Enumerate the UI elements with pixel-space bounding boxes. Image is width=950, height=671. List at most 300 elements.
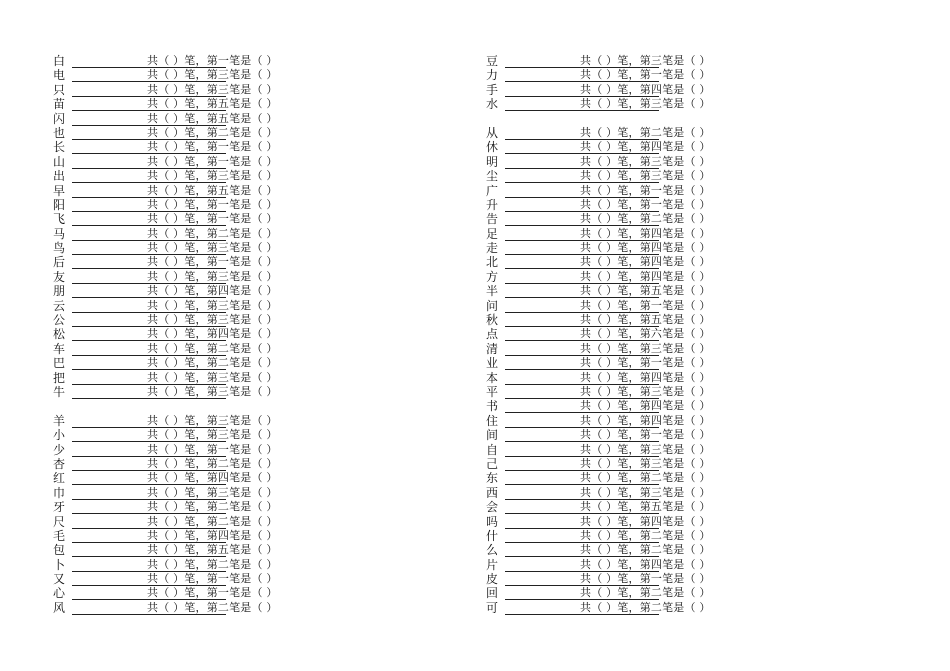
character: 手 — [486, 82, 499, 97]
stroke-question-text — [580, 471, 711, 485]
stroke-is-text: 笔是（ ） — [229, 313, 278, 327]
di-text: 第 — [206, 212, 218, 226]
stroke-ordinal: 二 — [650, 125, 663, 139]
stroke-ordinal: 二 — [217, 341, 230, 355]
total-strokes-text: 共（ ）笔， — [580, 370, 640, 384]
character: 问 — [486, 298, 499, 313]
di-text: 第 — [206, 384, 218, 398]
stroke-is-text: 笔是（ ） — [662, 212, 711, 226]
stroke-question-text — [147, 371, 278, 385]
stroke-question-row — [53, 83, 353, 97]
total-strokes-text: 共（ ）笔， — [147, 140, 207, 154]
stroke-question-text — [147, 212, 278, 226]
stroke-question-row — [53, 543, 353, 557]
stroke-ordinal: 二 — [650, 600, 663, 614]
total-strokes-text: 共（ ）笔， — [147, 500, 207, 514]
stroke-question-text — [580, 443, 711, 457]
stroke-question-text — [580, 284, 711, 298]
stroke-ordinal: 四 — [650, 269, 663, 283]
stroke-question-row — [486, 457, 786, 471]
stroke-question-text — [580, 385, 711, 399]
character: 云 — [53, 298, 66, 313]
di-text: 第 — [206, 298, 218, 312]
stroke-question-row — [486, 54, 786, 68]
stroke-question-row — [486, 255, 786, 269]
di-text: 第 — [639, 97, 651, 111]
total-strokes-text: 共（ ）笔， — [147, 600, 207, 614]
di-text: 第 — [206, 140, 218, 154]
di-text: 第 — [639, 428, 651, 442]
stroke-question-row — [486, 515, 786, 529]
character: 北 — [486, 255, 499, 270]
stroke-is-text: 笔是（ ） — [229, 255, 278, 269]
stroke-is-text: 笔是（ ） — [229, 241, 278, 255]
stroke-question-text — [580, 313, 711, 327]
di-text: 第 — [639, 327, 651, 341]
stroke-is-text: 笔是（ ） — [229, 356, 278, 370]
total-strokes-text: 共（ ）笔， — [147, 543, 207, 557]
stroke-is-text: 笔是（ ） — [662, 125, 711, 139]
stroke-is-text: 笔是（ ） — [229, 557, 278, 571]
character: 秋 — [486, 313, 499, 328]
stroke-ordinal: 一 — [650, 298, 663, 312]
stroke-is-text: 笔是（ ） — [229, 327, 278, 341]
di-text: 第 — [206, 68, 218, 82]
di-text: 第 — [206, 356, 218, 370]
character: 牛 — [53, 384, 66, 399]
di-text: 第 — [206, 428, 218, 442]
di-text: 第 — [206, 255, 218, 269]
total-strokes-text: 共（ ）笔， — [147, 111, 207, 125]
stroke-question-text — [580, 457, 711, 471]
total-strokes-text: 共（ ）笔， — [147, 255, 207, 269]
character: 间 — [486, 428, 499, 443]
stroke-is-text: 笔是（ ） — [229, 298, 278, 312]
di-text: 第 — [639, 54, 651, 67]
di-text: 第 — [639, 241, 651, 255]
total-strokes-text: 共（ ）笔， — [147, 241, 207, 255]
stroke-ordinal: 三 — [217, 68, 230, 82]
stroke-question-row — [486, 471, 786, 485]
stroke-ordinal: 四 — [650, 82, 663, 96]
character: 后 — [53, 255, 66, 270]
total-strokes-text: 共（ ）笔， — [580, 327, 640, 341]
stroke-question-text — [147, 457, 278, 471]
total-strokes-text: 共（ ）笔， — [580, 241, 640, 255]
stroke-ordinal: 一 — [650, 68, 663, 82]
stroke-ordinal: 三 — [217, 413, 230, 427]
stroke-question-row — [486, 270, 786, 284]
stroke-ordinal: 三 — [217, 428, 230, 442]
character: 自 — [486, 442, 499, 457]
stroke-question-text — [580, 255, 711, 269]
stroke-question-row — [53, 414, 353, 428]
stroke-ordinal: 一 — [217, 255, 230, 269]
stroke-ordinal: 二 — [650, 471, 663, 485]
character: 白 — [53, 54, 66, 68]
total-strokes-text: 共（ ）笔， — [580, 384, 640, 398]
stroke-question-text — [147, 356, 278, 370]
total-strokes-text: 共（ ）笔， — [147, 471, 207, 485]
di-text: 第 — [639, 212, 651, 226]
stroke-ordinal: 五 — [650, 313, 663, 327]
stroke-is-text: 笔是（ ） — [229, 413, 278, 427]
stroke-question-text — [580, 270, 711, 284]
character: 住 — [486, 413, 499, 428]
total-strokes-text: 共（ ）笔， — [147, 356, 207, 370]
stroke-question-row — [486, 356, 786, 370]
stroke-is-text: 笔是（ ） — [662, 183, 711, 197]
stroke-question-row — [53, 241, 353, 255]
character: 朋 — [53, 284, 66, 299]
total-strokes-text: 共（ ）笔， — [580, 255, 640, 269]
stroke-question-row — [486, 241, 786, 255]
stroke-ordinal: 一 — [217, 197, 230, 211]
stroke-ordinal: 一 — [217, 586, 230, 600]
total-strokes-text: 共（ ）笔， — [147, 125, 207, 139]
total-strokes-text: 共（ ）笔， — [580, 500, 640, 514]
character: 闪 — [53, 111, 66, 126]
di-text: 第 — [639, 313, 651, 327]
di-text: 第 — [639, 514, 651, 528]
stroke-question-text — [147, 500, 278, 514]
character: 休 — [486, 140, 499, 155]
di-text: 第 — [206, 284, 218, 298]
di-text: 第 — [206, 514, 218, 528]
stroke-question-text — [580, 529, 711, 543]
stroke-is-text: 笔是（ ） — [662, 370, 711, 384]
total-strokes-text: 共（ ）笔， — [147, 557, 207, 571]
stroke-is-text: 笔是（ ） — [662, 226, 711, 240]
di-text: 第 — [206, 183, 218, 197]
stroke-question-text — [580, 601, 711, 615]
stroke-question-row — [486, 184, 786, 198]
total-strokes-text: 共（ ）笔， — [147, 586, 207, 600]
character: 也 — [53, 125, 66, 140]
stroke-question-row — [53, 327, 353, 341]
stroke-ordinal: 五 — [217, 183, 230, 197]
total-strokes-text: 共（ ）笔， — [580, 399, 640, 413]
stroke-question-text — [580, 428, 711, 442]
stroke-question-text — [580, 212, 711, 226]
stroke-is-text: 笔是（ ） — [662, 255, 711, 269]
di-text: 第 — [206, 111, 218, 125]
total-strokes-text: 共（ ）笔， — [147, 82, 207, 96]
stroke-question-row — [53, 126, 353, 140]
di-text: 第 — [206, 154, 218, 168]
stroke-question-text — [147, 255, 278, 269]
stroke-ordinal: 三 — [650, 341, 663, 355]
di-text: 第 — [639, 456, 651, 470]
stroke-ordinal: 三 — [217, 370, 230, 384]
stroke-question-row — [486, 68, 786, 82]
stroke-ordinal: 四 — [650, 370, 663, 384]
di-text: 第 — [206, 226, 218, 240]
stroke-question-row — [486, 558, 786, 572]
total-strokes-text: 共（ ）笔， — [580, 485, 640, 499]
total-strokes-text: 共（ ）笔， — [147, 54, 207, 67]
character: 友 — [53, 269, 66, 284]
stroke-ordinal: 五 — [217, 111, 230, 125]
stroke-question-text — [580, 342, 711, 356]
total-strokes-text: 共（ ）笔， — [147, 428, 207, 442]
total-strokes-text: 共（ ）笔， — [147, 514, 207, 528]
stroke-question-text — [147, 572, 278, 586]
character: 方 — [486, 269, 499, 284]
stroke-is-text: 笔是（ ） — [662, 169, 711, 183]
character: 车 — [53, 341, 66, 356]
stroke-question-row — [486, 543, 786, 557]
stroke-question-row — [53, 112, 353, 126]
stroke-is-text: 笔是（ ） — [662, 284, 711, 298]
di-text: 第 — [639, 413, 651, 427]
character: 尺 — [53, 514, 66, 529]
total-strokes-text: 共（ ）笔， — [580, 600, 640, 614]
di-text: 第 — [206, 370, 218, 384]
di-text: 第 — [639, 284, 651, 298]
stroke-is-text: 笔是（ ） — [229, 226, 278, 240]
character: 本 — [486, 370, 499, 385]
stroke-is-text: 笔是（ ） — [229, 543, 278, 557]
di-text: 第 — [206, 327, 218, 341]
stroke-ordinal: 三 — [217, 82, 230, 96]
stroke-is-text: 笔是（ ） — [662, 241, 711, 255]
stroke-question-row — [486, 83, 786, 97]
stroke-is-text: 笔是（ ） — [229, 97, 278, 111]
stroke-ordinal: 二 — [217, 600, 230, 614]
stroke-ordinal: 三 — [650, 54, 663, 67]
stroke-ordinal: 四 — [650, 557, 663, 571]
total-strokes-text: 共（ ）笔， — [580, 140, 640, 154]
stroke-ordinal: 三 — [650, 485, 663, 499]
character: 业 — [486, 356, 499, 371]
di-text: 第 — [639, 197, 651, 211]
stroke-ordinal: 四 — [650, 226, 663, 240]
stroke-is-text: 笔是（ ） — [662, 557, 711, 571]
di-text: 第 — [639, 183, 651, 197]
stroke-ordinal: 二 — [650, 586, 663, 600]
stroke-ordinal: 一 — [650, 572, 663, 586]
stroke-ordinal: 三 — [217, 313, 230, 327]
character: 公 — [53, 313, 66, 328]
total-strokes-text: 共（ ）笔， — [580, 226, 640, 240]
stroke-ordinal: 二 — [650, 543, 663, 557]
stroke-question-row — [53, 371, 353, 385]
character: 松 — [53, 327, 66, 342]
stroke-ordinal: 二 — [217, 557, 230, 571]
character: 半 — [486, 284, 499, 299]
total-strokes-text: 共（ ）笔， — [580, 543, 640, 557]
stroke-question-row — [486, 227, 786, 241]
stroke-is-text: 笔是（ ） — [662, 384, 711, 398]
stroke-question-row — [53, 342, 353, 356]
stroke-question-row — [486, 284, 786, 298]
character: 清 — [486, 341, 499, 356]
total-strokes-text: 共（ ）笔， — [147, 284, 207, 298]
total-strokes-text: 共（ ）笔， — [580, 471, 640, 485]
stroke-is-text: 笔是（ ） — [229, 212, 278, 226]
stroke-question-row — [53, 68, 353, 82]
stroke-is-text: 笔是（ ） — [662, 485, 711, 499]
stroke-question-text — [580, 543, 711, 557]
stroke-ordinal: 二 — [650, 212, 663, 226]
total-strokes-text: 共（ ）笔， — [580, 341, 640, 355]
stroke-question-row — [486, 371, 786, 385]
stroke-question-text — [147, 443, 278, 457]
di-text: 第 — [639, 356, 651, 370]
di-text: 第 — [206, 543, 218, 557]
di-text: 第 — [639, 370, 651, 384]
di-text: 第 — [206, 125, 218, 139]
character: 告 — [486, 212, 499, 227]
stroke-question-row — [53, 601, 353, 615]
stroke-is-text: 笔是（ ） — [229, 600, 278, 614]
total-strokes-text: 共（ ）笔， — [580, 586, 640, 600]
stroke-ordinal: 一 — [217, 154, 230, 168]
total-strokes-text: 共（ ）笔， — [580, 428, 640, 442]
di-text: 第 — [639, 557, 651, 571]
stroke-ordinal: 四 — [217, 327, 230, 341]
stroke-question-row — [53, 443, 353, 457]
character: 回 — [486, 586, 499, 601]
character: 什 — [486, 528, 499, 543]
stroke-question-row — [53, 457, 353, 471]
stroke-question-text — [147, 54, 278, 68]
di-text: 第 — [206, 269, 218, 283]
stroke-question-text — [580, 241, 711, 255]
character: 会 — [486, 500, 499, 515]
di-text: 第 — [206, 557, 218, 571]
character: 巾 — [53, 485, 66, 500]
character: 风 — [53, 600, 66, 615]
stroke-question-text — [147, 601, 278, 615]
stroke-question-row — [486, 572, 786, 586]
stroke-question-row — [53, 486, 353, 500]
stroke-question-row — [53, 558, 353, 572]
stroke-question-text — [147, 155, 278, 169]
stroke-ordinal: 六 — [650, 327, 663, 341]
stroke-question-text — [147, 529, 278, 543]
stroke-question-row — [486, 385, 786, 399]
stroke-question-row — [53, 212, 353, 226]
di-text: 第 — [206, 241, 218, 255]
character: 毛 — [53, 528, 66, 543]
total-strokes-text: 共（ ）笔， — [580, 528, 640, 542]
stroke-ordinal: 四 — [217, 528, 230, 542]
stroke-question-text — [147, 68, 278, 82]
stroke-ordinal: 二 — [650, 528, 663, 542]
character: 山 — [53, 154, 66, 169]
di-text: 第 — [206, 572, 218, 586]
di-text: 第 — [206, 197, 218, 211]
stroke-question-text — [147, 270, 278, 284]
total-strokes-text: 共（ ）笔， — [147, 456, 207, 470]
di-text: 第 — [639, 572, 651, 586]
di-text: 第 — [206, 413, 218, 427]
di-text: 第 — [639, 600, 651, 614]
character: 走 — [486, 241, 499, 256]
stroke-question-row — [53, 529, 353, 543]
total-strokes-text: 共（ ）笔， — [147, 269, 207, 283]
character: 升 — [486, 197, 499, 212]
total-strokes-text: 共（ ）笔， — [580, 413, 640, 427]
character: 早 — [53, 183, 66, 198]
character: 鸟 — [53, 241, 66, 256]
total-strokes-text: 共（ ）笔， — [580, 54, 640, 67]
stroke-is-text: 笔是（ ） — [229, 111, 278, 125]
stroke-question-row — [53, 471, 353, 485]
di-text: 第 — [639, 140, 651, 154]
stroke-question-text — [580, 399, 711, 413]
character: 包 — [53, 543, 66, 558]
stroke-ordinal: 一 — [650, 197, 663, 211]
stroke-ordinal: 五 — [217, 543, 230, 557]
stroke-question-row — [486, 601, 786, 615]
total-strokes-text: 共（ ）笔， — [147, 154, 207, 168]
stroke-question-row — [486, 198, 786, 212]
di-text: 第 — [206, 97, 218, 111]
stroke-ordinal: 四 — [650, 255, 663, 269]
di-text: 第 — [639, 442, 651, 456]
stroke-question-row — [486, 443, 786, 457]
total-strokes-text: 共（ ）笔， — [580, 269, 640, 283]
stroke-ordinal: 二 — [217, 514, 230, 528]
stroke-question-text — [147, 313, 278, 327]
character: 红 — [53, 471, 66, 486]
stroke-question-text — [580, 68, 711, 82]
total-strokes-text: 共（ ）笔， — [147, 485, 207, 499]
di-text: 第 — [206, 169, 218, 183]
stroke-question-text — [580, 140, 711, 154]
stroke-is-text: 笔是（ ） — [662, 82, 711, 96]
stroke-question-text — [147, 169, 278, 183]
stroke-question-row — [53, 155, 353, 169]
stroke-question-row — [53, 500, 353, 514]
stroke-ordinal: 四 — [217, 284, 230, 298]
stroke-is-text: 笔是（ ） — [662, 428, 711, 442]
stroke-question-row — [53, 385, 353, 399]
total-strokes-text: 共（ ）笔， — [580, 212, 640, 226]
stroke-question-row — [53, 299, 353, 313]
stroke-question-row — [486, 586, 786, 600]
di-text: 第 — [206, 600, 218, 614]
stroke-ordinal: 三 — [217, 269, 230, 283]
stroke-ordinal: 三 — [650, 169, 663, 183]
stroke-ordinal: 一 — [217, 212, 230, 226]
stroke-ordinal: 五 — [650, 500, 663, 514]
stroke-question-row — [486, 342, 786, 356]
character: 点 — [486, 327, 499, 342]
character: 平 — [486, 384, 499, 399]
stroke-question-text — [580, 227, 711, 241]
stroke-question-row — [486, 313, 786, 327]
stroke-question-text — [580, 572, 711, 586]
character: 飞 — [53, 212, 66, 227]
stroke-ordinal: 四 — [650, 140, 663, 154]
stroke-is-text: 笔是（ ） — [662, 413, 711, 427]
character: 豆 — [486, 54, 499, 68]
stroke-is-text: 笔是（ ） — [229, 471, 278, 485]
stroke-ordinal: 一 — [217, 572, 230, 586]
stroke-is-text: 笔是（ ） — [662, 341, 711, 355]
stroke-question-text — [147, 428, 278, 442]
character: 阳 — [53, 197, 66, 212]
character: 片 — [486, 557, 499, 572]
stroke-ordinal: 二 — [217, 500, 230, 514]
stroke-question-row — [53, 428, 353, 442]
character: 牙 — [53, 500, 66, 515]
stroke-is-text: 笔是（ ） — [229, 54, 278, 67]
